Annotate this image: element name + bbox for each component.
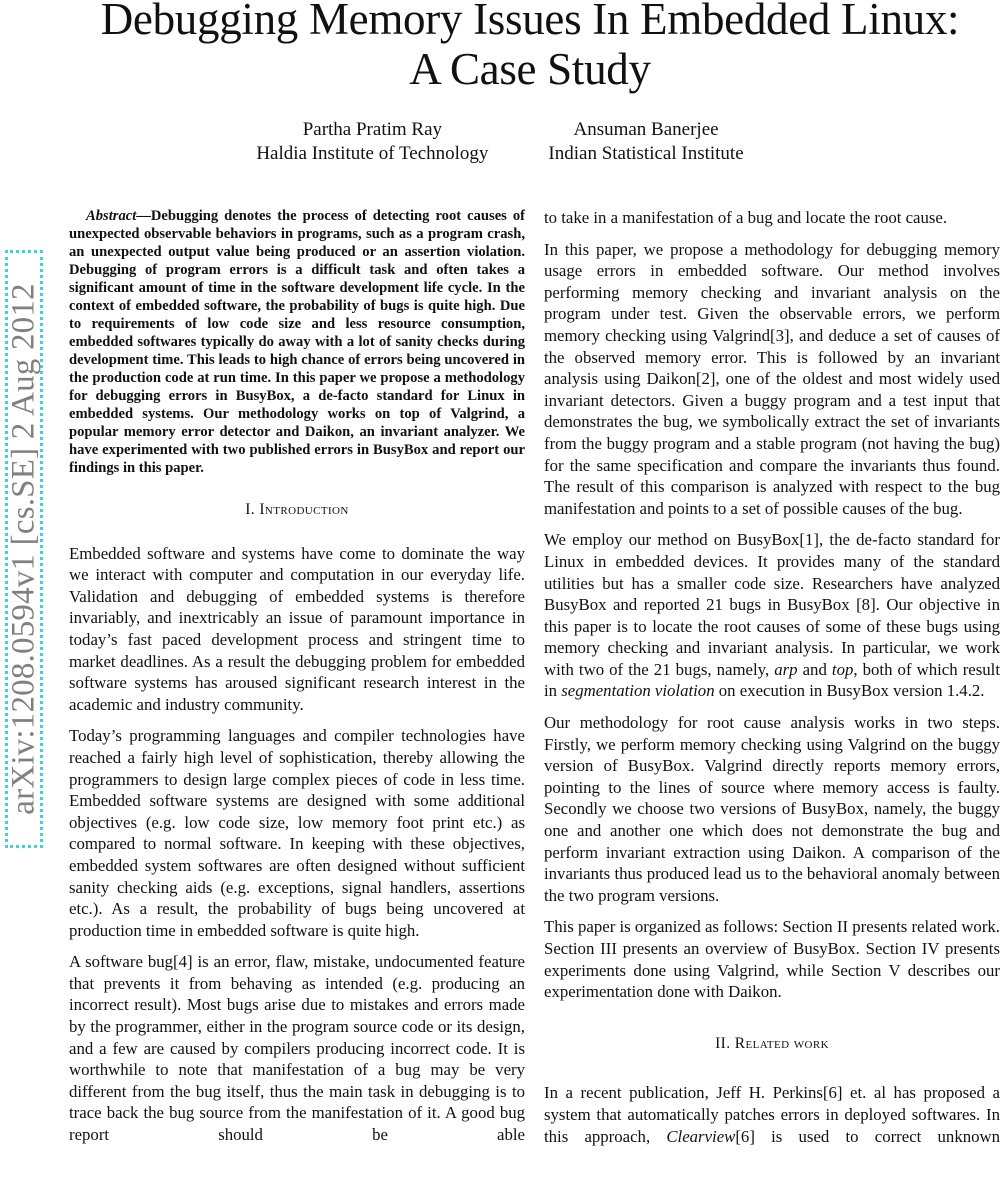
abstract-label: Abstract <box>86 208 137 224</box>
intro-paragraph-1: Embedded software and systems have come to dominate the way we interact with computer and computation in our everyday life. Validation and debugging of embedded systems is therefore invariably, and inextricably an issue of paramount importance in today’s fast paced development process and stringent time to market deadlines. As a result the debugging problem for embedded software systems has aroused significant research interest in the academic and industry community. <box>69 543 525 714</box>
intro-paragraph-3-continued: to take in a manifestation of a bug and locate the root cause. <box>544 208 948 227</box>
bug-name-top: top <box>831 659 854 679</box>
section-heading-introduction: I. Introduction <box>245 501 349 518</box>
author-2 <box>548 118 743 166</box>
arxiv-stamp <box>5 250 43 848</box>
intro-paragraph-6: Our methodology for root cause analysis works in two steps. Firstly, we perform memory checking using Valgrind on the buggy version of BusyBox. Valgrind directly reports memory errors, pointing to the lines of source where memory access is faulty. Secondly we choose two versions of BusyBox, namely, the buggy one and another one which does not demonstrate the bug and perform invariant extraction using Daikon. A comparison of the invariants thus produced lead us to the behavioral anomaly between the two program versions. <box>544 713 1000 905</box>
author-1 <box>256 118 488 166</box>
right-column <box>544 207 1000 1157</box>
left-column <box>69 207 525 1156</box>
author-name: Ansuman Banerjee <box>573 119 719 140</box>
intro-paragraph-2: Today’s programming languages and compiler technologies have reached a fairly high level of sophistication, thereby allowing the programmers to design large complex pieces of code in less time. Embedded software systems are designed with some additional objectives (e.g. low code size, low memory foot print etc.) as compared to normal software. In keeping with these objectives, embedded system softwares are often designed without sufficient sanity checking aids (e.g. exceptions, signal handlers, assertions etc.). As a result, the probability of bugs being uncovered at production time in embedded software is quite high. <box>69 726 525 940</box>
section-heading-related-work: II. Related work <box>715 1034 829 1052</box>
related-paragraph-1: In a recent publication, Jeff H. Perkins[6] et. al has proposed a system that automatically patches errors in deployed softwares. In this approach, Clearview[6] is used to correct unknown <box>544 1083 1000 1146</box>
intro-paragraph-3: A software bug[4] is an error, flaw, mistake, undocumented feature that prevents it from behaving as intended (e.g. producing an incorrect result). Most bugs arise due to mistakes and errors made by the programmer, either in the program source code or its design, and a few are caused by compilers producing incorrect code. It is worthwhile to note that manifestation of a bug may be very different from the bug itself, thus the main task in debugging is to trace back the bug source from the manifestation of it. A good bug report should be able <box>69 952 525 1145</box>
title-line-2: A Case Study <box>409 44 651 94</box>
intro-paragraph-4: In this paper, we propose a methodology for debugging memory usage errors in embedded software. Our method involves performing memory checking and invariant analysis on the program under test. Given the observable errors, we perform memory checking using Valgrind[3], and deduce a set of causes of the observed memory error. This is followed by an invariant analysis using Daikon[2], one of the oldest and most widely used invariant detectors. Given a buggy program and a test input that demonstrates the bug, we symbolically extract the set of invariants from the buggy program and a stable program (not having the bug) for the same specification and compare the invariants thus found. The result of this comparison is analyzed with respect to the bug manifestation and points to a set of possible causes of the bug. <box>544 239 1000 518</box>
author-affiliation: Indian Statistical Institute <box>548 143 744 164</box>
abstract-text: Debugging denotes the process of detecting root causes of unexpected observable behaviors in programs, such as a program crash, an unexpected output value being produced or an assertion violation. Debugging of program errors is a difficult task and often takes a significant amount of time in the software development life cycle. In the context of embedded software, the probability of bugs is quite high. Due to requirements of low code size and less resource consumption, embedded softwares typically do away with a lot of sanity checks during development time. This leads to high chance of errors being uncovered in the production code at run time. In this paper we propose a methodology for debugging errors in BusyBox, a de-facto standard for Linux in embedded systems. Our methodology works on top of Valgrind, a popular memory error detector and Daikon, an invariant analyzer. We have experimented with two published errors in BusyBox and report our findings in this paper. <box>69 208 525 476</box>
author-name: Partha Pratim Ray <box>302 119 443 140</box>
title-line-1: Debugging Memory Issues In Embedded Linux: <box>100 0 960 44</box>
author-block <box>0 118 1000 166</box>
intro-paragraph-7: This paper is organized as follows: Section II presents related work. Section III presents an overview of BusyBox. Section IV presents experiments done using Valgrind, while Section V describes our experimentation done with Daikon. <box>544 917 1000 1002</box>
arxiv-stamp-text: arXiv:1208.0594v1 [cs.SE] 2 Aug 2012 <box>5 283 42 815</box>
term-clearview: Clearview <box>666 1126 736 1146</box>
abstract <box>69 207 525 477</box>
abstract-dash: — <box>136 208 151 224</box>
term-segmentation-violation: segmentation violation <box>561 681 715 701</box>
paper-title <box>60 0 1000 94</box>
intro-paragraph-5: We employ our method on BusyBox[1], the de-facto standard for Linux in embedded devices. It provides many of the standard utilities but has a smaller code size. Researchers have analyzed BusyBox and reported 21 bugs in BusyBox [8]. Our objective in this paper is to locate the root causes of some of these bugs using memory checking and invariant analysis. In particular, we work with two of the 21 bugs, namely, arp and top, both of which result in segmentation violation on execution in BusyBox version 1.4.2. <box>544 530 1000 701</box>
bug-name-arp: arp <box>774 659 798 679</box>
author-affiliation: Haldia Institute of Technology <box>256 143 489 164</box>
